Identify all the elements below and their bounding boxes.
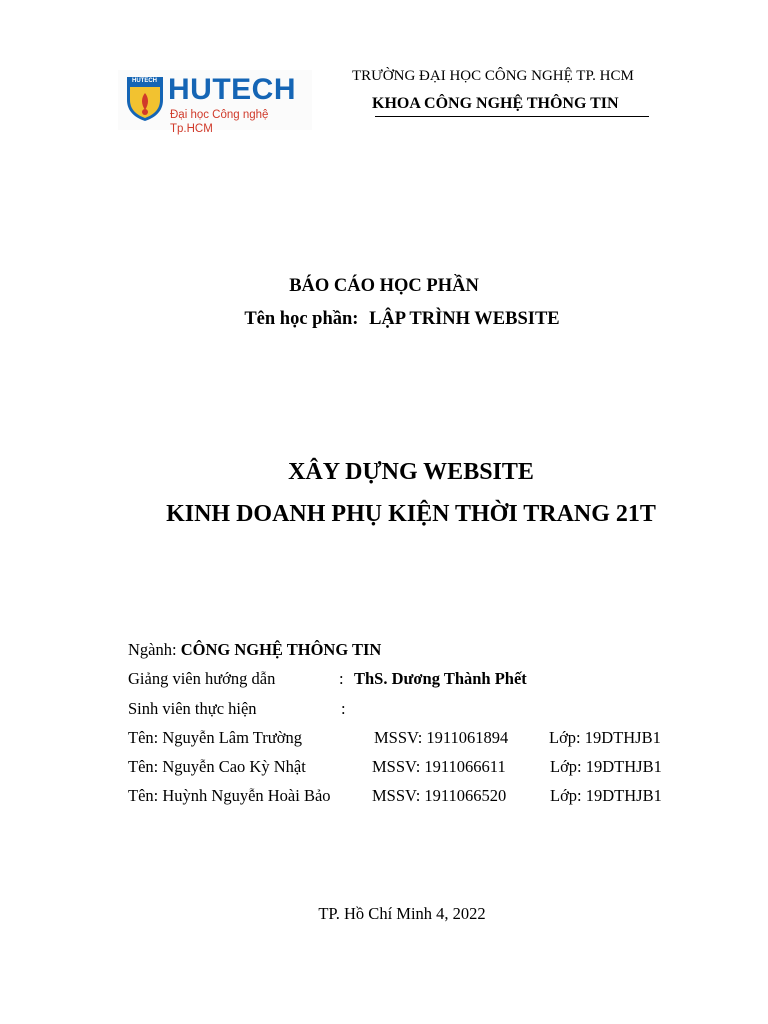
shield-label: HUTECH xyxy=(132,78,157,84)
topic-title-line-1: XÂY DỰNG WEBSITE xyxy=(288,459,534,485)
place-date: TP. Hồ Chí Minh 4, 2022 xyxy=(318,904,486,923)
faculty-name: KHOA CÔNG NGHỆ THÔNG TIN xyxy=(372,95,619,112)
course-name: LẬP TRÌNH WEBSITE xyxy=(369,309,560,329)
students-label: Sinh viên thực hiện xyxy=(128,699,257,718)
course-label: Tên học phần: xyxy=(244,309,359,329)
advisor-colon: : xyxy=(339,669,344,688)
advisor-value: ThS. Dương Thành Phết xyxy=(354,669,527,688)
topic-title-line-2: KINH DOANH PHỤ KIỆN THỜI TRANG 21T xyxy=(166,501,656,527)
report-title: BÁO CÁO HỌC PHẦN xyxy=(289,276,479,296)
students-colon: : xyxy=(341,699,346,718)
student-3-name: Tên: Huỳnh Nguyễn Hoài Bảo xyxy=(128,786,331,805)
student-2-class: Lớp: 19DTHJB1 xyxy=(550,757,662,776)
advisor-label: Giảng viên hướng dẫn xyxy=(128,669,276,688)
faculty-underline xyxy=(375,116,649,117)
course-line xyxy=(0,309,768,330)
student-2-mssv: MSSV: 1911066611 xyxy=(372,757,506,776)
brand-tagline: Đại học Công nghệ Tp.HCM xyxy=(170,109,269,135)
major-row xyxy=(128,640,381,660)
hutech-logo xyxy=(118,70,312,135)
major-label: Ngành: xyxy=(128,640,177,659)
student-1-class: Lớp: 19DTHJB1 xyxy=(549,728,661,747)
university-name: TRƯỜNG ĐẠI HỌC CÔNG NGHỆ TP. HCM xyxy=(352,68,634,84)
student-1-mssv: MSSV: 1911061894 xyxy=(374,728,509,747)
student-1-name: Tên: Nguyễn Lâm Trường xyxy=(128,728,302,747)
brand-wordmark: HUTECH xyxy=(168,73,296,106)
student-3-class: Lớp: 19DTHJB1 xyxy=(550,786,662,805)
student-3-mssv: MSSV: 1911066520 xyxy=(372,786,507,805)
major-value: CÔNG NGHỆ THÔNG TIN xyxy=(180,640,382,659)
student-2-name: Tên: Nguyễn Cao Kỳ Nhật xyxy=(128,757,306,776)
